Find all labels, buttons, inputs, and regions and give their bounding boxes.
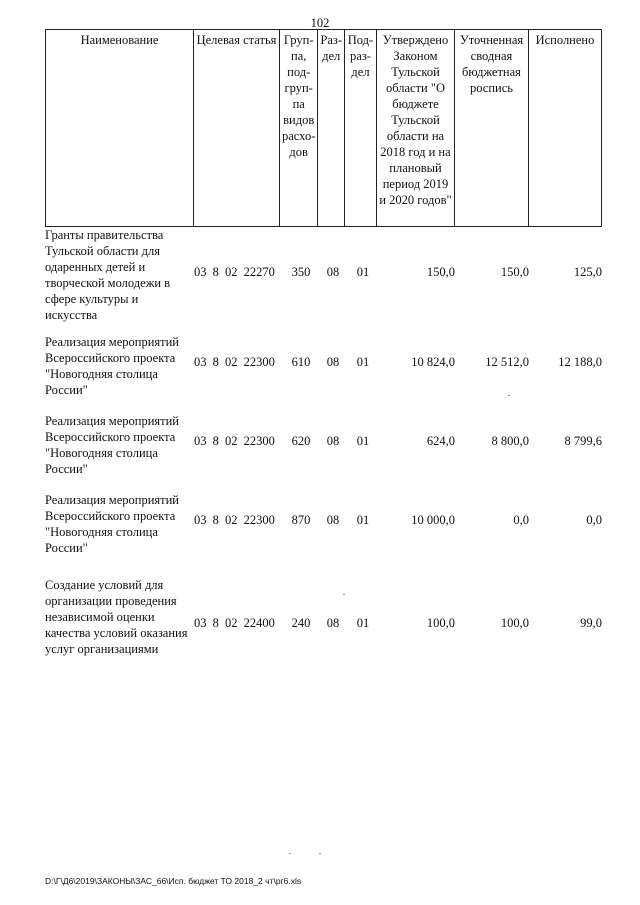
row-subsection: 01 — [356, 513, 370, 527]
row-subsection: 01 — [356, 616, 370, 630]
row-specified: 12 512,0 — [485, 355, 529, 369]
row-executed: 99,0 — [580, 616, 602, 630]
row-specified: 8 800,0 — [491, 434, 529, 448]
row-name: Реализация мероприятий Всероссийского проекта "Новогодняя столица России" — [45, 493, 179, 555]
row-approved: 624,0 — [426, 434, 455, 448]
row-subsection: 01 — [356, 355, 370, 369]
table-row — [45, 577, 607, 687]
table-row — [45, 227, 607, 337]
header-section: Раз-дел — [318, 30, 345, 227]
header-specified: Уточненная сводная бюджетная роспись — [454, 30, 528, 227]
row-approved: 150,0 — [426, 265, 455, 279]
row-group: 240 — [291, 616, 311, 630]
row-executed: 8 799,6 — [564, 434, 602, 448]
row-executed: 0,0 — [586, 513, 602, 527]
header-approved: Утверждено Законом Тульской области "О бюджете Тульской области на 2018 год и на плановый период 2019 и 2020 годов" — [376, 30, 454, 227]
file-path-footer: D:\Г\Д6\2019\ЗАКОНЫ\ЗАС_66\Исп. бюджет ТО 2018_2 чт\рг6.xls — [45, 876, 302, 886]
row-code: 03 8 02 22300 — [194, 513, 275, 527]
row-section: 08 — [326, 434, 340, 448]
row-specified: 150,0 — [500, 265, 529, 279]
row-executed: 125,0 — [573, 265, 602, 279]
row-specified: 100,0 — [500, 616, 529, 630]
header-target-article: Целевая статья — [194, 30, 280, 227]
row-subsection: 01 — [356, 434, 370, 448]
scan-speck — [289, 853, 291, 854]
row-name: Создание условий для организации проведения независимой оценки качества условий оказания услуг организациями — [45, 578, 188, 656]
scan-speck — [319, 853, 321, 854]
row-executed: 12 188,0 — [558, 355, 602, 369]
row-section: 08 — [326, 513, 340, 527]
row-approved: 10 824,0 — [411, 355, 455, 369]
page-number: 102 — [310, 16, 330, 30]
header-executed: Исполнено — [528, 30, 601, 227]
row-group: 870 — [291, 513, 311, 527]
row-section: 08 — [326, 265, 340, 279]
row-section: 08 — [326, 355, 340, 369]
table-header — [45, 29, 602, 227]
row-group: 620 — [291, 434, 311, 448]
header-name: Наименование — [46, 30, 194, 227]
row-name: Гранты правительства Тульской области для одаренных детей и творческой молодежи в сфере культуры и искусства — [45, 228, 171, 322]
row-subsection: 01 — [356, 265, 370, 279]
row-code: 03 8 02 22300 — [194, 355, 275, 369]
row-name: Реализация мероприятий Всероссийского проекта "Новогодняя столица России" — [45, 414, 179, 476]
row-code: 03 8 02 22270 — [194, 265, 275, 279]
row-code: 03 8 02 22400 — [194, 616, 275, 630]
row-approved: 10 000,0 — [411, 513, 455, 527]
scan-speck — [508, 395, 510, 396]
row-name: Реализация мероприятий Всероссийского проекта "Новогодняя столица России" — [45, 335, 179, 397]
row-specified: 0,0 — [513, 513, 529, 527]
row-group: 350 — [291, 265, 311, 279]
row-code: 03 8 02 22300 — [194, 434, 275, 448]
row-approved: 100,0 — [426, 616, 455, 630]
row-section: 08 — [326, 616, 340, 630]
scan-speck — [343, 594, 345, 595]
header-subsection: Под-раз-дел — [344, 30, 376, 227]
header-expense-group: Груп-па, под-груп-па видов расхо-дов — [280, 30, 318, 227]
row-group: 610 — [291, 355, 311, 369]
